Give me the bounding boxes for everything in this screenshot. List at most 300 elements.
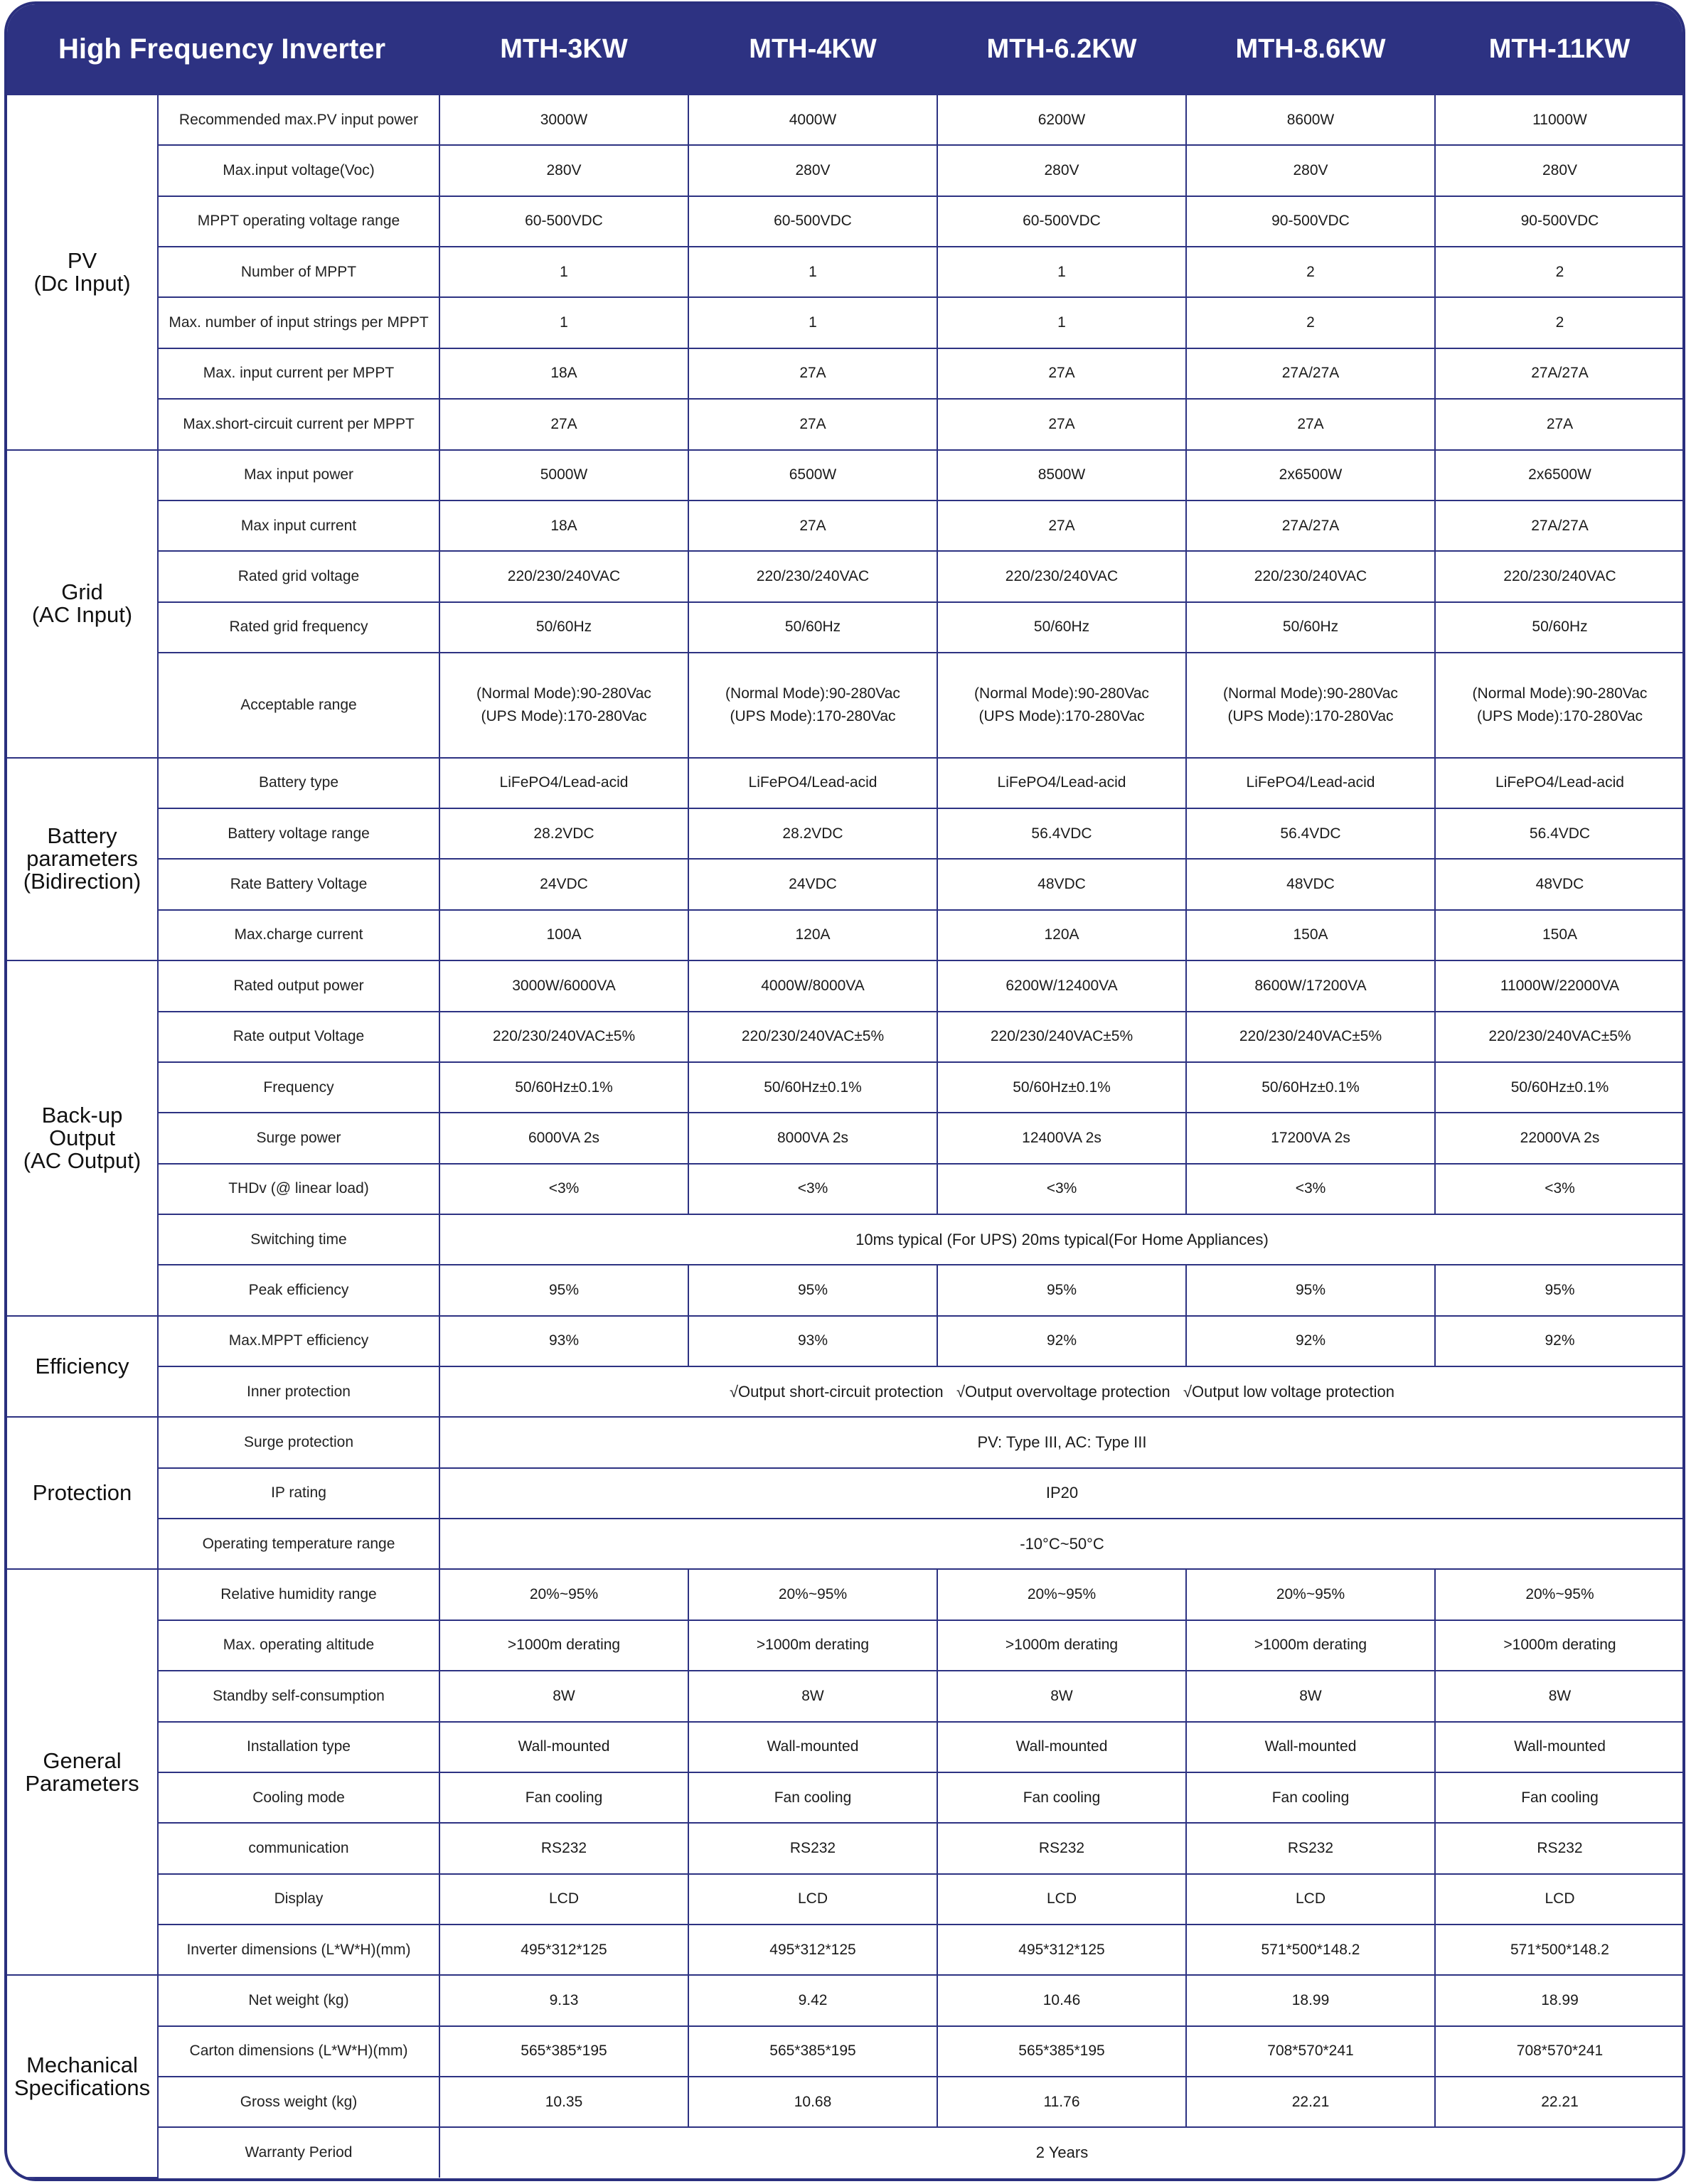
spec-value-line: (Normal Mode):90-280Vac — [476, 685, 651, 702]
spec-label: Max.short-circuit current per MPPT — [158, 399, 439, 449]
spec-value: 220/230/240VAC±5% — [1435, 1012, 1684, 1062]
spec-value: 27A — [937, 348, 1186, 399]
spec-label: Surge protection — [158, 1417, 439, 1467]
spec-label: Inner protection — [158, 1366, 439, 1417]
spec-value: 50/60Hz±0.1% — [937, 1062, 1186, 1113]
spec-value: 565*385*195 — [937, 2026, 1186, 2077]
spec-value: 8500W — [937, 450, 1186, 500]
spec-label: Max. input current per MPPT — [158, 348, 439, 399]
spec-label: Rated grid voltage — [158, 551, 439, 601]
spec-value: 8W — [688, 1671, 937, 1721]
spec-value-merged: IP20 — [439, 1468, 1684, 1519]
spec-value: 3000W — [439, 95, 688, 145]
spec-value: 495*312*125 — [937, 1925, 1186, 1975]
spec-value: 8W — [1435, 1671, 1684, 1721]
table-row — [7, 1671, 1684, 1721]
spec-value: LCD — [439, 1874, 688, 1925]
table-row — [7, 1417, 1684, 1467]
spec-value: 8600W/17200VA — [1186, 960, 1435, 1011]
spec-label: Acceptable range — [158, 653, 439, 758]
category-line: PV — [67, 247, 97, 273]
spec-value: 18A — [439, 348, 688, 399]
spec-value: <3% — [1435, 1164, 1684, 1214]
category-line: (AC Input) — [31, 602, 133, 628]
model-header: MTH-6.2KW — [937, 4, 1186, 95]
spec-value: Fan cooling — [439, 1772, 688, 1823]
spec-value: 280V — [688, 145, 937, 196]
spec-value: 27A/27A — [1186, 348, 1435, 399]
table-row — [7, 2026, 1684, 2077]
spec-value: 27A/27A — [1435, 500, 1684, 551]
spec-label: Installation type — [158, 1722, 439, 1772]
spec-value: 27A — [688, 500, 937, 551]
category-line: Back-up — [41, 1102, 123, 1128]
spec-value: 4000W/8000VA — [688, 960, 937, 1011]
spec-value: 18.99 — [1186, 1975, 1435, 2025]
section-category — [7, 450, 158, 758]
table-row — [7, 247, 1684, 297]
spec-value: 20%~95% — [688, 1569, 937, 1620]
spec-value: 50/60Hz±0.1% — [439, 1062, 688, 1113]
spec-value: >1000m derating — [1186, 1620, 1435, 1671]
spec-value: 48VDC — [937, 859, 1186, 909]
spec-value: 220/230/240VAC±5% — [937, 1012, 1186, 1062]
table-row — [7, 297, 1684, 348]
spec-label: IP rating — [158, 1468, 439, 1519]
spec-value: 6000VA 2s — [439, 1113, 688, 1163]
spec-value: 4000W — [688, 95, 937, 145]
category-line: Efficiency — [35, 1354, 129, 1379]
spec-value: 10.46 — [937, 1975, 1186, 2025]
spec-label: Switching time — [158, 1214, 439, 1265]
spec-value: 90-500VDC — [1186, 196, 1435, 247]
spec-value: 95% — [1435, 1265, 1684, 1315]
spec-value: >1000m derating — [937, 1620, 1186, 1671]
spec-value: 220/230/240VAC — [688, 551, 937, 601]
spec-value: 1 — [937, 247, 1186, 297]
table-row — [7, 2077, 1684, 2127]
spec-label: Number of MPPT — [158, 247, 439, 297]
spec-value: 28.2VDC — [439, 808, 688, 859]
table-row — [7, 758, 1684, 808]
spec-value: 95% — [439, 1265, 688, 1315]
spec-label: Max. number of input strings per MPPT — [158, 297, 439, 348]
spec-value: 280V — [937, 145, 1186, 196]
section-category — [7, 1975, 158, 2178]
spec-value-line: (Normal Mode):90-280Vac — [1223, 685, 1398, 702]
spec-value: 150A — [1186, 910, 1435, 960]
spec-value: Wall-mounted — [937, 1722, 1186, 1772]
spec-label: Max.charge current — [158, 910, 439, 960]
spec-value: Wall-mounted — [1186, 1722, 1435, 1772]
spec-value: LCD — [688, 1874, 937, 1925]
category-line: Specifications — [14, 2075, 151, 2100]
spec-label: Operating temperature range — [158, 1519, 439, 1569]
spec-value: 220/230/240VAC±5% — [688, 1012, 937, 1062]
spec-label: Rate Battery Voltage — [158, 859, 439, 909]
spec-value: 48VDC — [1435, 859, 1684, 909]
spec-value: 27A — [688, 348, 937, 399]
spec-value: 27A — [1435, 399, 1684, 449]
spec-value: 8W — [439, 1671, 688, 1721]
spec-value: 11.76 — [937, 2077, 1186, 2127]
spec-value: 495*312*125 — [439, 1925, 688, 1975]
table-row — [7, 808, 1684, 859]
spec-value-line: (Normal Mode):90-280Vac — [974, 685, 1149, 702]
spec-value: 60-500VDC — [688, 196, 937, 247]
spec-value: 10.35 — [439, 2077, 688, 2127]
table-row — [7, 1620, 1684, 1671]
spec-value — [688, 653, 937, 758]
table-row — [7, 602, 1684, 653]
spec-label: Display — [158, 1874, 439, 1925]
table-row — [7, 1062, 1684, 1113]
spec-value: 24VDC — [439, 859, 688, 909]
table-row — [7, 1113, 1684, 1163]
spec-value: RS232 — [1186, 1823, 1435, 1873]
spec-value: 27A — [439, 399, 688, 449]
spec-value: 708*570*241 — [1435, 2026, 1684, 2077]
spec-value: <3% — [1186, 1164, 1435, 1214]
spec-value: 120A — [937, 910, 1186, 960]
spec-label: Rated output power — [158, 960, 439, 1011]
spec-value: 27A/27A — [1186, 500, 1435, 551]
spec-value: Fan cooling — [688, 1772, 937, 1823]
table-row — [7, 1519, 1684, 1569]
spec-value: 8W — [1186, 1671, 1435, 1721]
spec-value: 708*570*241 — [1186, 2026, 1435, 2077]
spec-value: 220/230/240VAC — [937, 551, 1186, 601]
spec-value: 220/230/240VAC±5% — [1186, 1012, 1435, 1062]
section-category — [7, 1417, 158, 1569]
spec-value: 220/230/240VAC — [1186, 551, 1435, 601]
category-line: General — [43, 1747, 122, 1773]
spec-value: 95% — [1186, 1265, 1435, 1315]
table-row — [7, 1265, 1684, 1315]
spec-value: 56.4VDC — [1435, 808, 1684, 859]
table-row — [7, 1366, 1684, 1417]
spec-value: 50/60Hz±0.1% — [1435, 1062, 1684, 1113]
category-line: Protection — [32, 1480, 132, 1506]
spec-value: 2 — [1186, 247, 1435, 297]
spec-value: LiFePO4/Lead-acid — [688, 758, 937, 808]
spec-value: 150A — [1435, 910, 1684, 960]
spec-value: 95% — [937, 1265, 1186, 1315]
spec-body — [7, 95, 1684, 2178]
spec-value: 95% — [688, 1265, 937, 1315]
spec-value: 495*312*125 — [688, 1925, 937, 1975]
table-row — [7, 1925, 1684, 1975]
spec-value: Wall-mounted — [688, 1722, 937, 1772]
spec-value: 17200VA 2s — [1186, 1113, 1435, 1163]
spec-value: Fan cooling — [1186, 1772, 1435, 1823]
table-row — [7, 1772, 1684, 1823]
table-title: High Frequency Inverter — [7, 4, 439, 95]
model-header: MTH-4KW — [688, 4, 937, 95]
spec-value: 2 — [1435, 297, 1684, 348]
header-row — [7, 4, 1684, 95]
category-line: (Dc Input) — [33, 270, 131, 296]
spec-value: LiFePO4/Lead-acid — [937, 758, 1186, 808]
table-row — [7, 1164, 1684, 1214]
spec-value: LiFePO4/Lead-acid — [1186, 758, 1435, 808]
spec-value: >1000m derating — [1435, 1620, 1684, 1671]
spec-label: communication — [158, 1823, 439, 1873]
spec-value: LiFePO4/Lead-acid — [439, 758, 688, 808]
table-row — [7, 653, 1684, 758]
spec-value — [937, 653, 1186, 758]
spec-value: 92% — [937, 1316, 1186, 1366]
spec-value: 11000W — [1435, 95, 1684, 145]
spec-value: 92% — [1186, 1316, 1435, 1366]
spec-value: 8600W — [1186, 95, 1435, 145]
spec-value: 93% — [439, 1316, 688, 1366]
spec-value-line: (UPS Mode):170-280Vac — [730, 707, 896, 724]
category-line: Parameters — [25, 1770, 139, 1796]
table-row — [7, 1214, 1684, 1265]
spec-value: 220/230/240VAC — [439, 551, 688, 601]
spec-value-line: (UPS Mode):170-280Vac — [978, 707, 1145, 724]
spec-value: LCD — [937, 1874, 1186, 1925]
spec-value: 28.2VDC — [688, 808, 937, 859]
table-row — [7, 145, 1684, 196]
spec-value: 100A — [439, 910, 688, 960]
spec-value: 12400VA 2s — [937, 1113, 1186, 1163]
spec-value: 5000W — [439, 450, 688, 500]
section-category — [7, 960, 158, 1316]
spec-value-merged: 2 Years — [439, 2127, 1684, 2178]
spec-value: 93% — [688, 1316, 937, 1366]
category-line: parameters — [26, 846, 138, 872]
model-header: MTH-3KW — [439, 4, 688, 95]
spec-value: 48VDC — [1186, 859, 1435, 909]
category-line: (Bidirection) — [23, 869, 142, 894]
spec-value-line: (Normal Mode):90-280Vac — [1472, 685, 1648, 702]
table-row — [7, 910, 1684, 960]
spec-value: 1 — [439, 297, 688, 348]
section-category — [7, 1569, 158, 1975]
spec-label: Battery voltage range — [158, 808, 439, 859]
spec-label: Max.input voltage(Voc) — [158, 145, 439, 196]
spec-value: 27A — [937, 500, 1186, 551]
spec-value: 27A — [937, 399, 1186, 449]
spec-value: 9.42 — [688, 1975, 937, 2025]
spec-value: 18.99 — [1435, 1975, 1684, 2025]
spec-label: Max input current — [158, 500, 439, 551]
spec-value: 8W — [937, 1671, 1186, 1721]
spec-value: 280V — [439, 145, 688, 196]
spec-label: Max.MPPT efficiency — [158, 1316, 439, 1366]
spec-value: RS232 — [937, 1823, 1186, 1873]
table-row — [7, 551, 1684, 601]
spec-value: 11000W/22000VA — [1435, 960, 1684, 1011]
spec-value: 20%~95% — [439, 1569, 688, 1620]
spec-value: 2x6500W — [1435, 450, 1684, 500]
spec-label: Carton dimensions (L*W*H)(mm) — [158, 2026, 439, 2077]
spec-value: <3% — [439, 1164, 688, 1214]
spec-value: 20%~95% — [937, 1569, 1186, 1620]
spec-value: RS232 — [688, 1823, 937, 1873]
table-row — [7, 348, 1684, 399]
spec-value-merged: PV: Type III, AC: Type III — [439, 1417, 1684, 1467]
spec-value: 2x6500W — [1186, 450, 1435, 500]
spec-value: LiFePO4/Lead-acid — [1435, 758, 1684, 808]
spec-value: 10.68 — [688, 2077, 937, 2127]
spec-value: Wall-mounted — [439, 1722, 688, 1772]
spec-value — [439, 653, 688, 758]
spec-value: 571*500*148.2 — [1186, 1925, 1435, 1975]
table-row — [7, 1823, 1684, 1873]
spec-value: 24VDC — [688, 859, 937, 909]
table-row — [7, 960, 1684, 1011]
section-category — [7, 1316, 158, 1418]
spec-value: 50/60Hz — [1435, 602, 1684, 653]
spec-value: <3% — [688, 1164, 937, 1214]
spec-value: RS232 — [439, 1823, 688, 1873]
spec-value: 120A — [688, 910, 937, 960]
spec-value: 6500W — [688, 450, 937, 500]
spec-label: Warranty Period — [158, 2127, 439, 2178]
table-row — [7, 399, 1684, 449]
spec-value — [1435, 653, 1684, 758]
table-row — [7, 2127, 1684, 2178]
spec-value — [1186, 653, 1435, 758]
spec-value: 2 — [1186, 297, 1435, 348]
model-header: MTH-8.6KW — [1186, 4, 1435, 95]
spec-value: 22000VA 2s — [1435, 1113, 1684, 1163]
spec-value: RS232 — [1435, 1823, 1684, 1873]
spec-label: Rated grid frequency — [158, 602, 439, 653]
spec-value: 92% — [1435, 1316, 1684, 1366]
spec-value: 50/60Hz — [688, 602, 937, 653]
spec-label: Relative humidity range — [158, 1569, 439, 1620]
spec-value: 22.21 — [1435, 2077, 1684, 2127]
spec-label: Recommended max.PV input power — [158, 95, 439, 145]
spec-label: Battery type — [158, 758, 439, 808]
spec-value: 27A — [1186, 399, 1435, 449]
spec-value: 22.21 — [1186, 2077, 1435, 2127]
spec-value: 50/60Hz — [1186, 602, 1435, 653]
category-line: Mechanical — [26, 2052, 138, 2077]
spec-value: 6200W/12400VA — [937, 960, 1186, 1011]
spec-value: 27A — [688, 399, 937, 449]
table-row — [7, 1722, 1684, 1772]
spec-label: Rate output Voltage — [158, 1012, 439, 1062]
table-row — [7, 450, 1684, 500]
spec-value: 565*385*195 — [688, 2026, 937, 2077]
spec-label: Gross weight (kg) — [158, 2077, 439, 2127]
table-row — [7, 95, 1684, 145]
spec-value: 50/60Hz±0.1% — [688, 1062, 937, 1113]
spec-value: 6200W — [937, 95, 1186, 145]
spec-value: 50/60Hz — [937, 602, 1186, 653]
spec-value: Fan cooling — [1435, 1772, 1684, 1823]
spec-value-line: (Normal Mode):90-280Vac — [725, 685, 900, 702]
category-line: Grid — [61, 579, 103, 605]
spec-value: 2 — [1435, 247, 1684, 297]
spec-value: <3% — [937, 1164, 1186, 1214]
spec-label: Frequency — [158, 1062, 439, 1113]
spec-value-line: (UPS Mode):170-280Vac — [1476, 707, 1643, 724]
spec-value: 571*500*148.2 — [1435, 1925, 1684, 1975]
spec-label: Max input power — [158, 450, 439, 500]
spec-value: 18A — [439, 500, 688, 551]
spec-value: 3000W/6000VA — [439, 960, 688, 1011]
table-row — [7, 859, 1684, 909]
table-row — [7, 1316, 1684, 1366]
spec-value: >1000m derating — [688, 1620, 937, 1671]
spec-value: 50/60Hz±0.1% — [1186, 1062, 1435, 1113]
table-row — [7, 196, 1684, 247]
section-category — [7, 758, 158, 960]
category-line: Output — [48, 1125, 116, 1150]
spec-value: 50/60Hz — [439, 602, 688, 653]
spec-table — [7, 4, 1684, 2178]
spec-value: Wall-mounted — [1435, 1722, 1684, 1772]
section-category — [7, 95, 158, 450]
table-row — [7, 1569, 1684, 1620]
spec-label: Peak efficiency — [158, 1265, 439, 1315]
spec-value: 1 — [688, 247, 937, 297]
spec-value: 280V — [1435, 145, 1684, 196]
table-row — [7, 1012, 1684, 1062]
spec-value: 280V — [1186, 145, 1435, 196]
spec-value: 1 — [937, 297, 1186, 348]
spec-value: 56.4VDC — [1186, 808, 1435, 859]
spec-value: 20%~95% — [1186, 1569, 1435, 1620]
spec-value: 60-500VDC — [439, 196, 688, 247]
spec-value: 220/230/240VAC — [1435, 551, 1684, 601]
table-row — [7, 1468, 1684, 1519]
spec-value: 1 — [439, 247, 688, 297]
spec-value-line: (UPS Mode):170-280Vac — [1227, 707, 1394, 724]
spec-label: THDv (@ linear load) — [158, 1164, 439, 1214]
spec-value: 20%~95% — [1435, 1569, 1684, 1620]
spec-value-merged: -10°C~50°C — [439, 1519, 1684, 1569]
spec-value: LCD — [1435, 1874, 1684, 1925]
spec-label: MPPT operating voltage range — [158, 196, 439, 247]
category-line: Battery — [47, 823, 117, 849]
spec-value: 9.13 — [439, 1975, 688, 2025]
spec-value: 56.4VDC — [937, 808, 1186, 859]
table-row — [7, 500, 1684, 551]
spec-value: 1 — [688, 297, 937, 348]
spec-value: 90-500VDC — [1435, 196, 1684, 247]
spec-value: LCD — [1186, 1874, 1435, 1925]
table-row — [7, 1975, 1684, 2025]
spec-label: Max. operating altitude — [158, 1620, 439, 1671]
spec-label: Surge power — [158, 1113, 439, 1163]
spec-label: Standby self-consumption — [158, 1671, 439, 1721]
spec-value-merged: 10ms typical (For UPS) 20ms typical(For Home Appliances) — [439, 1214, 1684, 1265]
spec-sheet — [4, 1, 1685, 2181]
spec-value: 8000VA 2s — [688, 1113, 937, 1163]
spec-value: 27A/27A — [1435, 348, 1684, 399]
spec-value-merged: √Output short-circuit protection √Output overvoltage protection √Output low voltage protection — [439, 1366, 1684, 1417]
spec-value: 220/230/240VAC±5% — [439, 1012, 688, 1062]
spec-value: 565*385*195 — [439, 2026, 688, 2077]
spec-label: Net weight (kg) — [158, 1975, 439, 2025]
spec-label: Inverter dimensions (L*W*H)(mm) — [158, 1925, 439, 1975]
category-line: (AC Output) — [23, 1147, 142, 1173]
table-row — [7, 1874, 1684, 1925]
model-header: MTH-11KW — [1435, 4, 1684, 95]
spec-value: >1000m derating — [439, 1620, 688, 1671]
spec-value: Fan cooling — [937, 1772, 1186, 1823]
spec-value: 60-500VDC — [937, 196, 1186, 247]
spec-value-line: (UPS Mode):170-280Vac — [481, 707, 647, 724]
spec-label: Cooling mode — [158, 1772, 439, 1823]
